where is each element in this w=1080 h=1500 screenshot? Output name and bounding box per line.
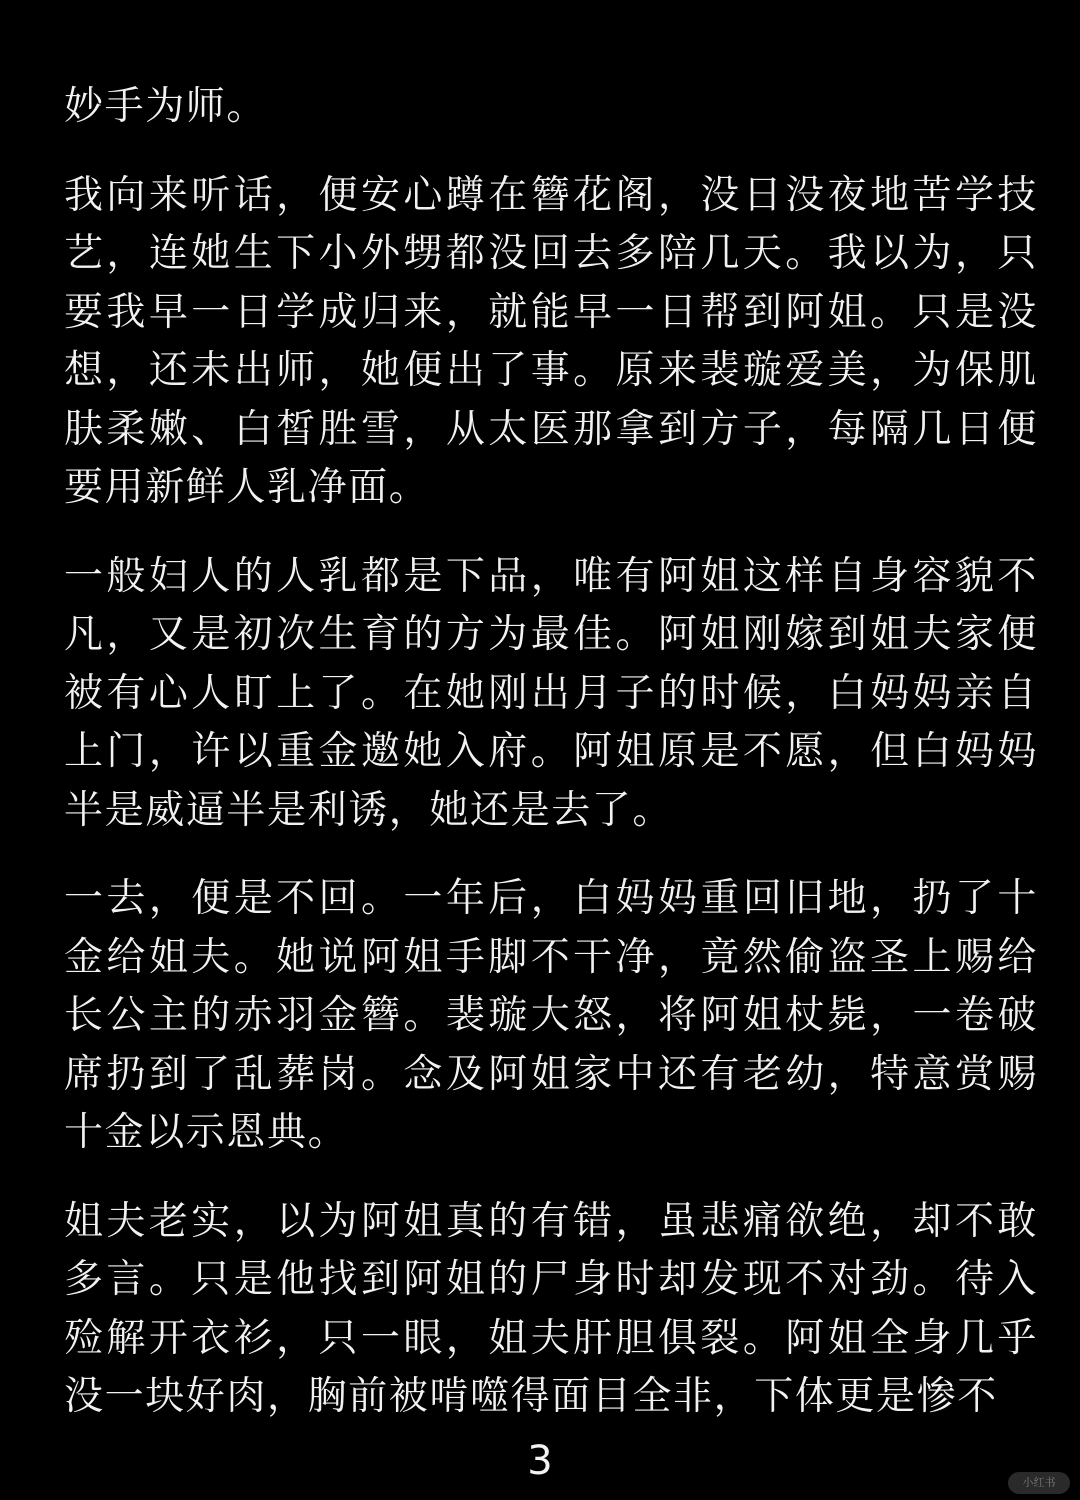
paragraph: 一般妇人的人乳都是下品，唯有阿姐这样自身容貌不凡，又是初次生育的方为最佳。阿姐刚嫁到姐夫家便被有心人盯上了。在她刚出月子的时候，白妈妈亲自上门，许以重金邀她入府。阿姐原是不愿，但白妈妈半是威逼半是利诱，她还是去了。 xyxy=(64,553,1038,833)
page-number: 3 xyxy=(527,1438,553,1484)
paragraph: 姐夫老实，以为阿姐真的有错，虽悲痛欲绝，却不敢多言。只是他找到阿姐的尸身时却发现不对劲。待入殓解开衣衫，只一眼，姐夫肝胆俱裂。阿姐全身几乎没一块好肉，胸前被啃噬得面目全非，下体更是惨不 xyxy=(64,1198,1038,1419)
story-text xyxy=(64,78,1038,1457)
paragraph: 我向来听话，便安心蹲在簪花阁，没日没夜地苦学技艺，连她生下小外甥都没回去多陪几天。我以为，只要我早一日学成归来，就能早一日帮到阿姐。只是没想，还未出师，她便出了事。原来裴璇爱美，为保肌肤柔嫩、白皙胜雪，从太医那拿到方子，每隔几日便要用新鲜人乳净面。 xyxy=(64,172,1038,510)
paragraph: 一去，便是不回。一年后，白妈妈重回旧地，扔了十金给姐夫。她说阿姐手脚不干净，竟然偷盗圣上赐给长公主的赤羽金簪。裴璇大怒，将阿姐杖毙，一卷破席扔到了乱葬岗。念及阿姐家中还有老幼，特意赏赐十金以示恩典。 xyxy=(64,876,1038,1155)
paragraph: 妙手为师。 xyxy=(64,84,268,129)
watermark-logo: 小红书 xyxy=(1008,1472,1070,1494)
